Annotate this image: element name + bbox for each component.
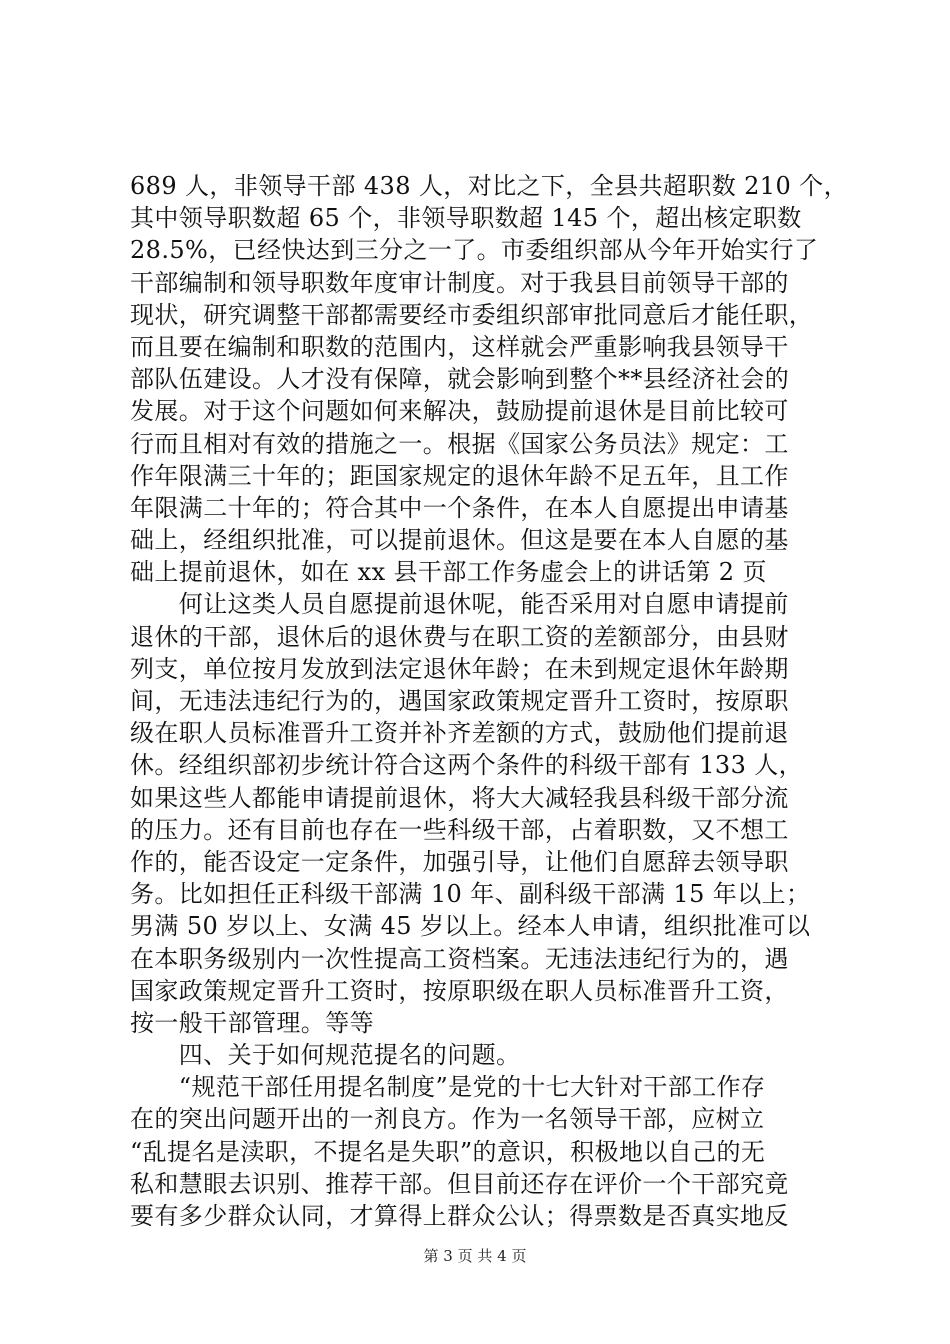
text-line: 础上，经组织批准，可以提前退休。但这是要在本人自愿的基: [130, 526, 789, 555]
text-line: 部队伍建设。人才没有保障，就会影响到整个**县经济社会的: [130, 365, 790, 394]
section-heading: 四、关于如何规范提名的问题。: [130, 1041, 521, 1070]
text-line: 休。经组织部初步统计符合这两个条件的科级干部有 133 人，: [130, 751, 804, 780]
text-line: 务。比如担任正科级干部满 10 年、副科级干部满 15 年以上；: [130, 880, 811, 909]
text-line: 689 人，非领导干部 438 人，对比之下，全县共超职数 210 个，: [130, 172, 848, 200]
text-line: 础上提前退休，如在 xx 县干部工作务虚会上的讲话第 2 页: [130, 558, 767, 587]
text-line: 在本职务级别内一次性提高工资档案。无违法违纪行为的，遇: [130, 944, 789, 973]
body-text: [130, 170, 848, 1232]
text-line: 现状，研究调整干部都需要经市委组织部审批同意后才能任职，: [130, 300, 814, 329]
text-line: 作的，能否设定一定条件，加强引导，让他们自愿辞去领导职: [130, 847, 789, 876]
text-line: 何让这类人员自愿提前退休呢，能否采用对自愿申请提前: [130, 590, 789, 619]
text-line: 列支，单位按月发放到法定退休年龄；在未到规定退休年龄期: [130, 654, 789, 683]
text-line: 间，无违法违纪行为的，遇国家政策规定晋升工资时，按原职: [130, 687, 789, 715]
text-line: 发展。对于这个问题如何来解决，鼓励提前退休是目前比较可: [130, 397, 789, 426]
text-line: 而且要在编制和职数的范围内，这样就会严重影响我县领导干: [130, 332, 789, 361]
text-line: 私和慧眼去识别、推荐干部。但目前还存在评价一个干部究竟: [130, 1169, 789, 1198]
text-line: 28.5%，已经快达到三分之一了。市委组织部从今年开始实行了: [130, 236, 819, 265]
text-line: 行而且相对有效的措施之一。根据《国家公务员法》规定：工: [130, 429, 789, 458]
text-line: “规范干部任用提名制度”是党的十七大针对干部工作存: [130, 1073, 766, 1102]
text-line: 其中领导职数超 65 个，非领导职数超 145 个，超出核定职数: [130, 204, 802, 233]
text-line: 作年限满三十年的；距国家规定的退休年龄不足五年，且工作: [130, 461, 789, 490]
text-line: 在的突出问题开出的一剂良方。作为一名领导干部，应树立: [130, 1105, 765, 1134]
text-line: 年限满二十年的；符合其中一个条件，在本人自愿提出申请基: [130, 493, 789, 522]
text-line: 男满 50 岁以上、女满 45 岁以上。经本人申请，组织批准可以: [130, 912, 811, 941]
text-line: 退休的干部，退休后的退休费与在职工资的差额部分，由县财: [130, 622, 789, 651]
text-line: 如果这些人都能申请提前退休，将大大减轻我县科级干部分流: [130, 783, 789, 812]
text-line: 按一般干部管理。等等: [130, 1008, 374, 1037]
page-footer: 第 3 页 共 4 页: [423, 1247, 527, 1265]
text-line: “乱提名是渎职，不提名是失职”的意识，积极地以自己的无: [130, 1137, 766, 1166]
text-line: 的压力。还有目前也存在一些科级干部，占着职数，又不想工: [130, 815, 789, 844]
text-line: 要有多少群众认同，才算得上群众公认；得票数是否真实地反: [130, 1202, 789, 1230]
text-line: 级在职人员标准晋升工资并补齐差额的方式，鼓励他们提前退: [130, 719, 789, 748]
text-line: 干部编制和领导职数年度审计制度。对于我县目前领导干部的: [130, 268, 789, 297]
text-line: 国家政策规定晋升工资时，按原职级在职人员标准晋升工资，: [130, 976, 789, 1005]
